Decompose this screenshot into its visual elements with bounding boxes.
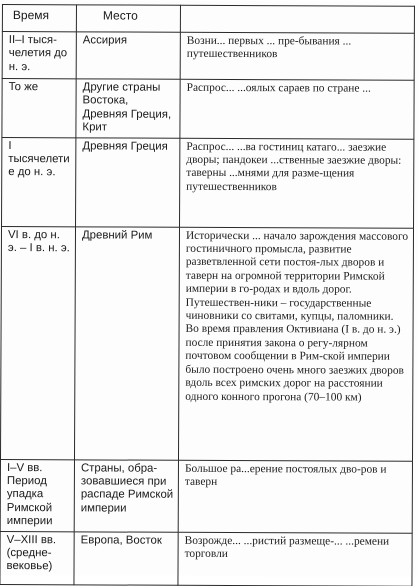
row-place: Другие страны Востока, Древняя Греция, Крит	[76, 79, 180, 138]
row-time: VI в. до н. э. – I в. н. э.	[0, 226, 75, 459]
row-place: Европа, Восток	[74, 531, 178, 584]
table-row	[2, 79, 414, 139]
row-time: I–V вв. Период упадка Римской империи	[0, 459, 74, 531]
table-row	[0, 459, 412, 533]
row-place: Древний Рим	[74, 226, 179, 459]
table-row	[2, 32, 414, 81]
row-description: Исторически ... начало зарождения массового гостиничного промысла, развитие разветвленной сети постоя-лых дворов и таверн на огромной территории Римской империи в го-родах и вдоль дорог. Путешествен-ники – государственные чиновники со свитами, купцы, паломники. Во время правления Октивиана (I в. до н. э.) после принятия закона о регу-лярном почтовом сообщении в Рим-ской империи было построено очень много заезжих дворов вдоль всех римских дорог на расстоянии одного конного прогона (70–100 км)	[178, 227, 413, 461]
header-description	[180, 5, 414, 33]
row-place: Страны, обра-зовавшиеся при распаде Римской империи	[74, 459, 178, 531]
row-description: Распрос... ...ва гостиниц катаго... заезжие дворы; пандокеи ...ственные заезжие дворы: таверны ...мнями для разме-щения путешественников	[180, 138, 414, 228]
header-time: Время	[2, 5, 76, 32]
header-row	[2, 5, 414, 34]
row-description: Большое ра...ерение постоялых дво-ров и таверн	[178, 460, 412, 533]
row-description: Распрос... ...оялых сараев по стране ...	[180, 79, 414, 139]
table-row	[0, 531, 412, 586]
row-description: Возрожде... ...ристий размеще-... ...ремени торговли	[178, 532, 412, 586]
row-place: Ассирия	[76, 32, 180, 79]
history-table	[0, 4, 415, 586]
row-time: I тысячелетие до н. э.	[2, 137, 76, 226]
row-place: Древняя Греция	[76, 137, 180, 226]
table-row	[0, 226, 413, 461]
header-place: Место	[76, 5, 180, 32]
table-row	[2, 137, 414, 228]
row-description: Возни... первых ... пре-бывания ... путешественников	[180, 32, 414, 80]
row-time: V–XIII вв. (средне-вековье)	[0, 531, 74, 584]
row-time: II–I тыся-челетия до н. э.	[2, 32, 76, 79]
row-time: То же	[2, 79, 76, 138]
